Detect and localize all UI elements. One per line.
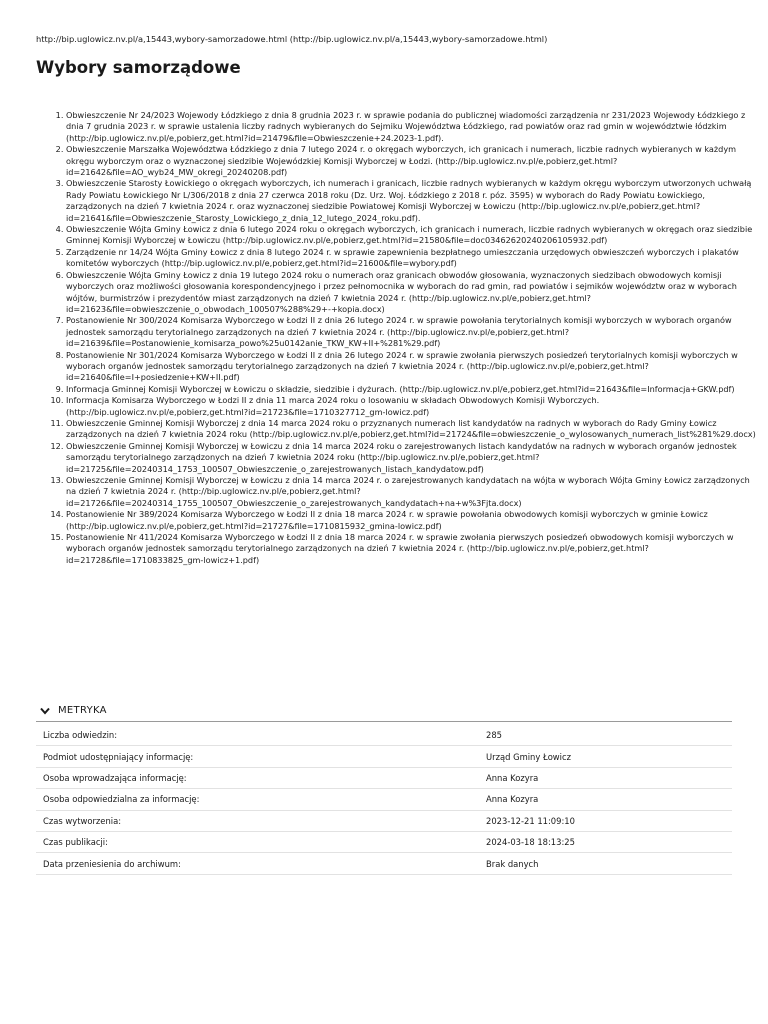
list-item[interactable]: 10. Informacja Komisarza Wyborczego w Łodzi II z dnia 11 marca 2024 roku o losowaniu w składach Obwodowych Komisji Wyborczych. (http://bip.uglowicz.nv.pl/e,pobierz,get.html?id=21723&file=1710327712_gm-lowicz.pdf) xyxy=(66,395,756,418)
table-row xyxy=(36,831,732,852)
meta-label: Liczba odwiedzin: xyxy=(36,725,479,746)
metryka-label: METRYKA xyxy=(58,705,107,716)
url-line[interactable]: http://bip.uglowicz.nv.pl/a,15443,wybory-samorzadowe.html (http://bip.uglowicz.nv.pl/a,15443,wybory-samorzadowe.html) xyxy=(36,34,548,44)
list-item[interactable]: 4. Obwieszczenie Wójta Gminy Łowicz z dnia 6 lutego 2024 roku o okręgach wyborczych, ich granicach i numerach, liczbie radnych wybieranych w okręgach oraz siedzibie Gminnej Komisji Wyborczej w Łowiczu (http://bip.uglowicz.nv.pl/e,pobierz,get.html?id=21580&file=doc03462620240206105932.pdf) xyxy=(66,224,756,247)
list-item[interactable]: 12. Obwieszczenie Gminnej Komisji Wyborczej w Łowiczu z dnia 14 marca 2024 roku o zarejestrowanych listach kandydatów na radnych w wyborach organów jednostek samorządu terytorialnego zarządzonych na dzień 7 kwietnia 2024 roku (http://bip.uglowicz.nv.pl/e,pobierz,get.html?id=21725&file=20240314_1753_100507_Obwieszczenie_o_zarejestrowanych_listach_kandydatow.pdf) xyxy=(66,441,756,475)
table-row xyxy=(36,746,732,767)
table-row xyxy=(36,789,732,810)
table-row xyxy=(36,725,732,746)
meta-value: 285 xyxy=(479,725,732,746)
page-title: Wybory samorządowe xyxy=(36,58,241,77)
list-item[interactable]: 14. Postanowienie Nr 389/2024 Komisarza Wyborczego w Łodzi II z dnia 18 marca 2024 r. w sprawie powołania obwodowych komisji wyborczych w gminie Łowicz (http://bip.uglowicz.nv.pl/e,pobierz,get.html?id=21727&file=1710815932_gmina-lowicz.pdf) xyxy=(66,509,756,532)
meta-value: Brak danych xyxy=(479,853,732,874)
meta-label: Osoba wprowadzająca informację: xyxy=(36,767,479,788)
list-item[interactable]: 1. Obwieszczenie Nr 24/2023 Wojewody Łódzkiego z dnia 8 grudnia 2023 r. w sprawie podania do publicznej wiadomości zarządzenia nr 231/2023 Wojewody Łódzkiego z dnia 7 grudnia 2023 r. w sprawie ustalenia liczby radnych wybieranych do Sejmiku Województwa Łódzkiego, rad powiatów oraz rad gmin w województwie łódzkim (http://bip.uglowicz.nv.pl/e,pobierz,get.html?id=21479&file=Obwieszczenie+24.2023-1.pdf). xyxy=(66,110,756,144)
table-row xyxy=(36,810,732,831)
list-item[interactable]: 2. Obwieszczenie Marszałka Województwa Łódzkiego z dnia 7 lutego 2024 r. o okręgach wyborczych, ich granicach i numerach, liczbie radnych wybieranych w każdym okręgu wyborczym oraz o wyznaczonej siedzibie Wojewódzkiej Komisji Wyborczej w Łodzi. (http://bip.uglowicz.nv.pl/e,pobierz,get.html?id=21642&file=AO_wyb24_MW_okregi_20240208.pdf) xyxy=(66,144,756,178)
meta-value: 2024-03-18 18:13:25 xyxy=(479,831,732,852)
list-item[interactable]: 15. Postanowienie Nr 411/2024 Komisarza Wyborczego w Łodzi II z dnia 18 marca 2024 r. w sprawie zwołania pierwszych posiedzeń obwodowych komisji wyborczych w wyborach organów jednostek samorządu terytorialnego zarządzonych na dzień 7 kwietnia 2024 r. (http://bip.uglowicz.nv.pl/e,pobierz,get.html?id=21728&file=1710833825_gm-lowicz+1.pdf) xyxy=(66,532,756,566)
document-list xyxy=(36,110,756,566)
list-item[interactable]: 5. Zarządzenie nr 14/24 Wójta Gminy Łowicz z dnia 8 lutego 2024 r. w sprawie zapewnienia bezpłatnego umieszczania urzędowych obwieszczeń wyborczych i plakatów komitetów wyborczych (http://bip.uglowicz.nv.pl/e,pobierz,get.html?id=21600&file=wybory.pdf) xyxy=(66,247,756,270)
list-item[interactable]: 7. Postanowienie Nr 300/2024 Komisarza Wyborczego w Łodzi II z dnia 26 lutego 2024 r. w sprawie powołania terytorialnych komisji wyborczych w wyborach organów jednostek samorządu terytorialnego zarządzonych na dzień 7 kwietnia 2024 r. (http://bip.uglowicz.nv.pl/e,pobierz,get.html?id=21639&file=Postanowienie_komisarza_powo%25u0142anie_TKW_KW+II+%281%29.pdf) xyxy=(66,315,756,349)
table-row xyxy=(36,767,732,788)
meta-label: Czas publikacji: xyxy=(36,831,479,852)
list-item[interactable]: 3. Obwieszczenie Starosty Łowickiego o okręgach wyborczych, ich numerach i granicach, liczbie radnych wybieranych w każdym okręgu wyborczym utworzonych uchwałą Rady Powiatu Łowickiego Nr L/306/2018 z dnia 27 czerwca 2018 roku (Dz. Urz. Woj. Łódzkiego z 2018 r. póz. 3595) w wyborach do Rady Powiatu Łowickiego, zarządzonych na dzień 7 kwietnia 2024 r. oraz wyznaczonej siedzibie Powiatowej Komisji Wyborczej w Łowiczu (http://bip.uglowicz.nv.pl/e,pobierz,get.html?id=21641&file=Obwieszczenie_Starosty_Lowickiego_z_dnia_12_lutego_2024_roku.pdf). xyxy=(66,178,756,224)
meta-label: Czas wytworzenia: xyxy=(36,810,479,831)
list-item[interactable]: 8. Postanowienie Nr 301/2024 Komisarza Wyborczego w Łodzi II z dnia 26 lutego 2024 r. w sprawie zwołania pierwszych posiedzeń terytorialnych komisji wyborczych w wyborach organów jednostek samorządu terytorialnego zarządzonych na dzień 7 kwietnia 2024 r. (http://bip.uglowicz.nv.pl/e,pobierz,get.html?id=21640&file=I+posiedzenie+KW+II.pdf) xyxy=(66,350,756,384)
meta-value: Anna Kozyra xyxy=(479,789,732,810)
meta-value: 2023-12-21 11:09:10 xyxy=(479,810,732,831)
meta-label: Podmiot udostępniający informację: xyxy=(36,746,479,767)
list-item[interactable]: 9. Informacja Gminnej Komisji Wyborczej w Łowiczu o składzie, siedzibie i dyżurach. (http://bip.uglowicz.nv.pl/e,pobierz,get.html?id=21643&file=Informacja+GKW.pdf) xyxy=(66,384,756,395)
meta-label: Osoba odpowiedzialna za informację: xyxy=(36,789,479,810)
table-row xyxy=(36,853,732,874)
list-item[interactable]: 13. Obwieszczenie Gminnej Komisji Wyborczej w Łowiczu z dnia 14 marca 2024 r. o zarejestrowanych kandydatach na wójta w wyborach Wójta Gminy Łowicz zarządzonych na dzień 7 kwietnia 2024 r. (http://bip.uglowicz.nv.pl/e,pobierz,get.html?id=21726&file=20240314_1755_100507_Obwieszczenie_o_zarejestrowanych_kandydatach+na+w%3Fjta.docx) xyxy=(66,475,756,509)
list-item[interactable]: 11. Obwieszczenie Gminnej Komisji Wyborczej z dnia 14 marca 2024 roku o przyznanych numerach list kandydatów na radnych w wyborach do Rady Gminy Łowicz zarządzonych na dzień 7 kwietnia 2024 roku (http://bip.uglowicz.nv.pl/e,pobierz,get.html?id=21724&file=obwieszczenie_o_wylosowanych_numerach_list%281%29.docx) xyxy=(66,418,756,441)
chevron-down-icon xyxy=(40,707,54,715)
meta-label: Data przeniesienia do archiwum: xyxy=(36,853,479,874)
metryka-toggle[interactable] xyxy=(36,702,732,722)
metryka-table xyxy=(36,725,732,875)
list-item[interactable]: 6. Obwieszczenie Wójta Gminy Łowicz z dnia 19 lutego 2024 roku o numerach oraz granicach obwodów głosowania, wyznaczonych siedzibach obwodowych komisji wyborczych oraz możliwości głosowania korespondencyjnego i przez pełnomocnika w wyborach do rad gmin, rad powiatów i sejmików województw oraz w wyborach wójtów, burmistrzów i prezydentów miast zarządzonych na dzień 7 kwietnia 2024 r. (http://bip.uglowicz.nv.pl/e,pobierz,get.html?id=21623&file=obwieszczenie_o_obwodach_100507%288%29+-+kopia.docx) xyxy=(66,270,756,316)
meta-value: Urząd Gminy Łowicz xyxy=(479,746,732,767)
meta-value: Anna Kozyra xyxy=(479,767,732,788)
